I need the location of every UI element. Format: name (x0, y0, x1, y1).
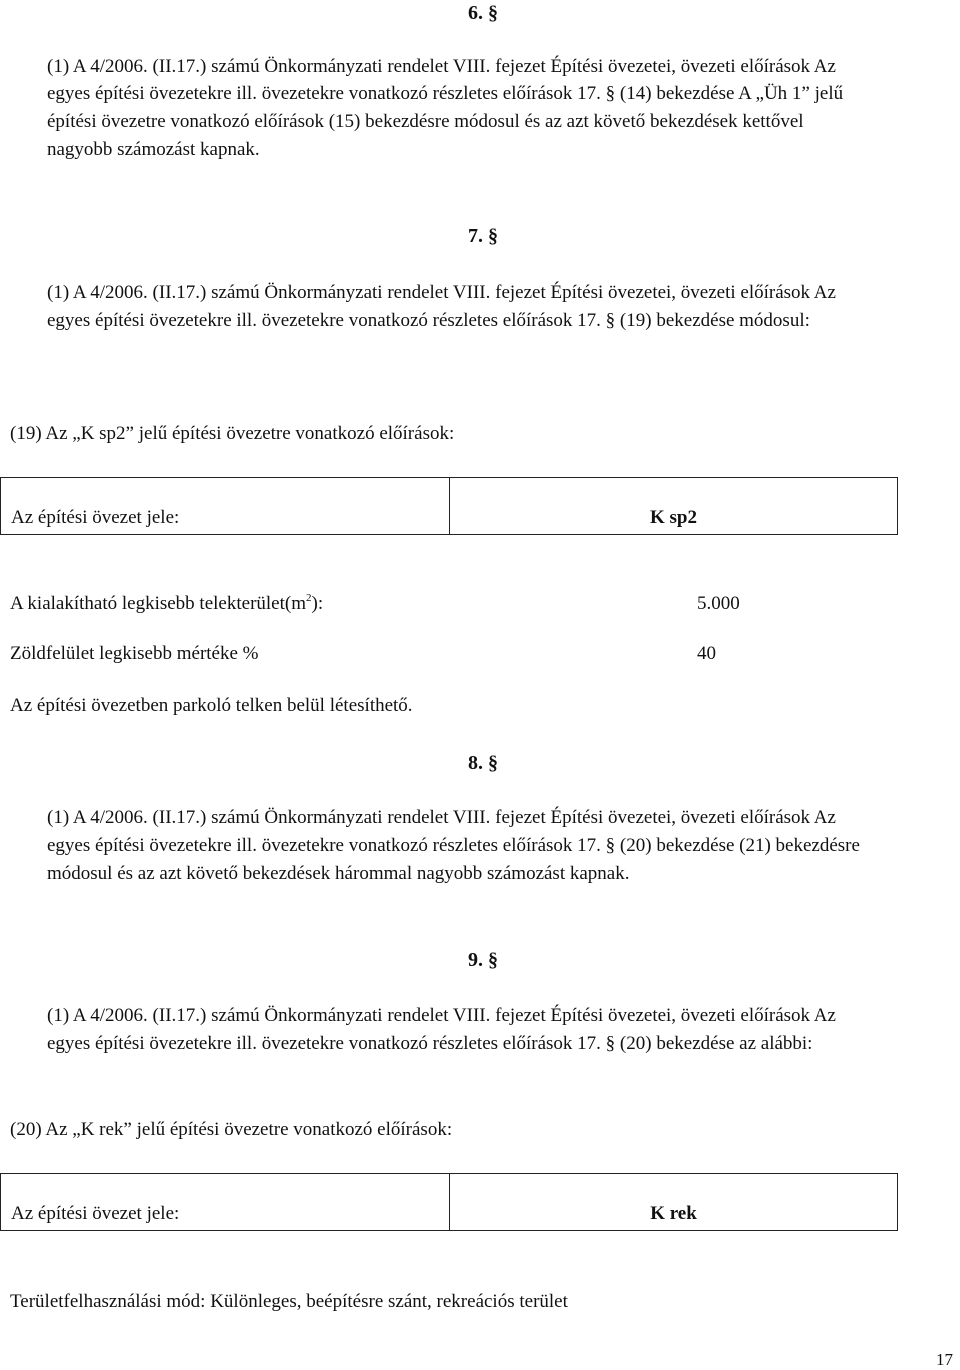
section-6-line-4: nagyobb számozást kapnak. (47, 139, 260, 160)
section-9-line-1: (1) A 4/2006. (II.17.) számú Önkormányzati rendelet VIII. fejezet Építési övezetei, övezeti előírások Az (47, 1005, 836, 1026)
parking-note: Az építési övezetben parkoló telken belül létesíthető. (10, 695, 413, 716)
land-use-note: Területfelhasználási mód: Különleges, beépítésre szánt, rekreációs terület (10, 1291, 568, 1312)
section-8-line-1: (1) A 4/2006. (II.17.) számú Önkormányzati rendelet VIII. fejezet Építési övezetei, övezeti előírások Az (47, 807, 836, 828)
paragraph-19-intro: (19) Az „K sp2” jelű építési övezetre vonatkozó előírások: (10, 423, 455, 444)
section-6-heading: 6. § (468, 2, 498, 24)
green-area-label: Zöldfelület legkisebb mértéke % (10, 643, 259, 664)
min-plot-size-value: 5.000 (697, 593, 740, 614)
section-8-line-3: módosul és az azt követő bekezdések hárommal nagyobb számozást kapnak. (47, 863, 630, 884)
green-area-value: 40 (697, 643, 716, 664)
section-6-line-2: egyes építési övezetekre ill. övezetekre vonatkozó részletes előírások 17. § (14) bekezdése A „Üh 1” jelű (47, 83, 844, 104)
section-6-line-3: építési övezetre vonatkozó előírások (15) bekezdésre módosul és az azt követő bekezdések kettővel (47, 111, 804, 132)
section-8-line-2: egyes építési övezetekre ill. övezetekre vonatkozó részletes előírások 17. § (20) bekezdése (21) bekezdésre (47, 835, 860, 856)
section-7-line-1: (1) A 4/2006. (II.17.) számú Önkormányzati rendelet VIII. fejezet Építési övezetei, övezeti előírások Az (47, 282, 836, 303)
section-7-line-2: egyes építési övezetekre ill. övezetekre vonatkozó részletes előírások 17. § (19) bekezdése módosul: (47, 310, 810, 331)
zone-code-value: K sp2 (449, 478, 897, 534)
zone-code-label: Az építési övezet jele: (11, 507, 180, 528)
zone-code-value: K rek (449, 1174, 897, 1230)
paragraph-20-intro: (20) Az „K rek” jelű építési övezetre vonatkozó előírások: (10, 1119, 453, 1140)
page-number: 17 (936, 1350, 953, 1369)
section-7-heading: 7. § (468, 225, 498, 247)
section-9-line-2: egyes építési övezetekre ill. övezetekre vonatkozó részletes előírások 17. § (20) bekezdése az alábbi: (47, 1033, 813, 1054)
min-plot-size-label: A kialakítható legkisebb $telekterület(m^2)$: (10, 591, 324, 614)
zone-code-table-k-sp2 (0, 477, 898, 535)
section-9-heading: 9. § (468, 949, 498, 971)
section-6-line-1: (1) A 4/2006. (II.17.) számú Önkormányzati rendelet VIII. fejezet Építési övezetei, övezeti előírások Az (47, 56, 836, 77)
zone-code-table-k-rek (0, 1173, 898, 1231)
zone-code-label: Az építési övezet jele: (11, 1203, 180, 1224)
section-8-heading: 8. § (468, 752, 498, 774)
